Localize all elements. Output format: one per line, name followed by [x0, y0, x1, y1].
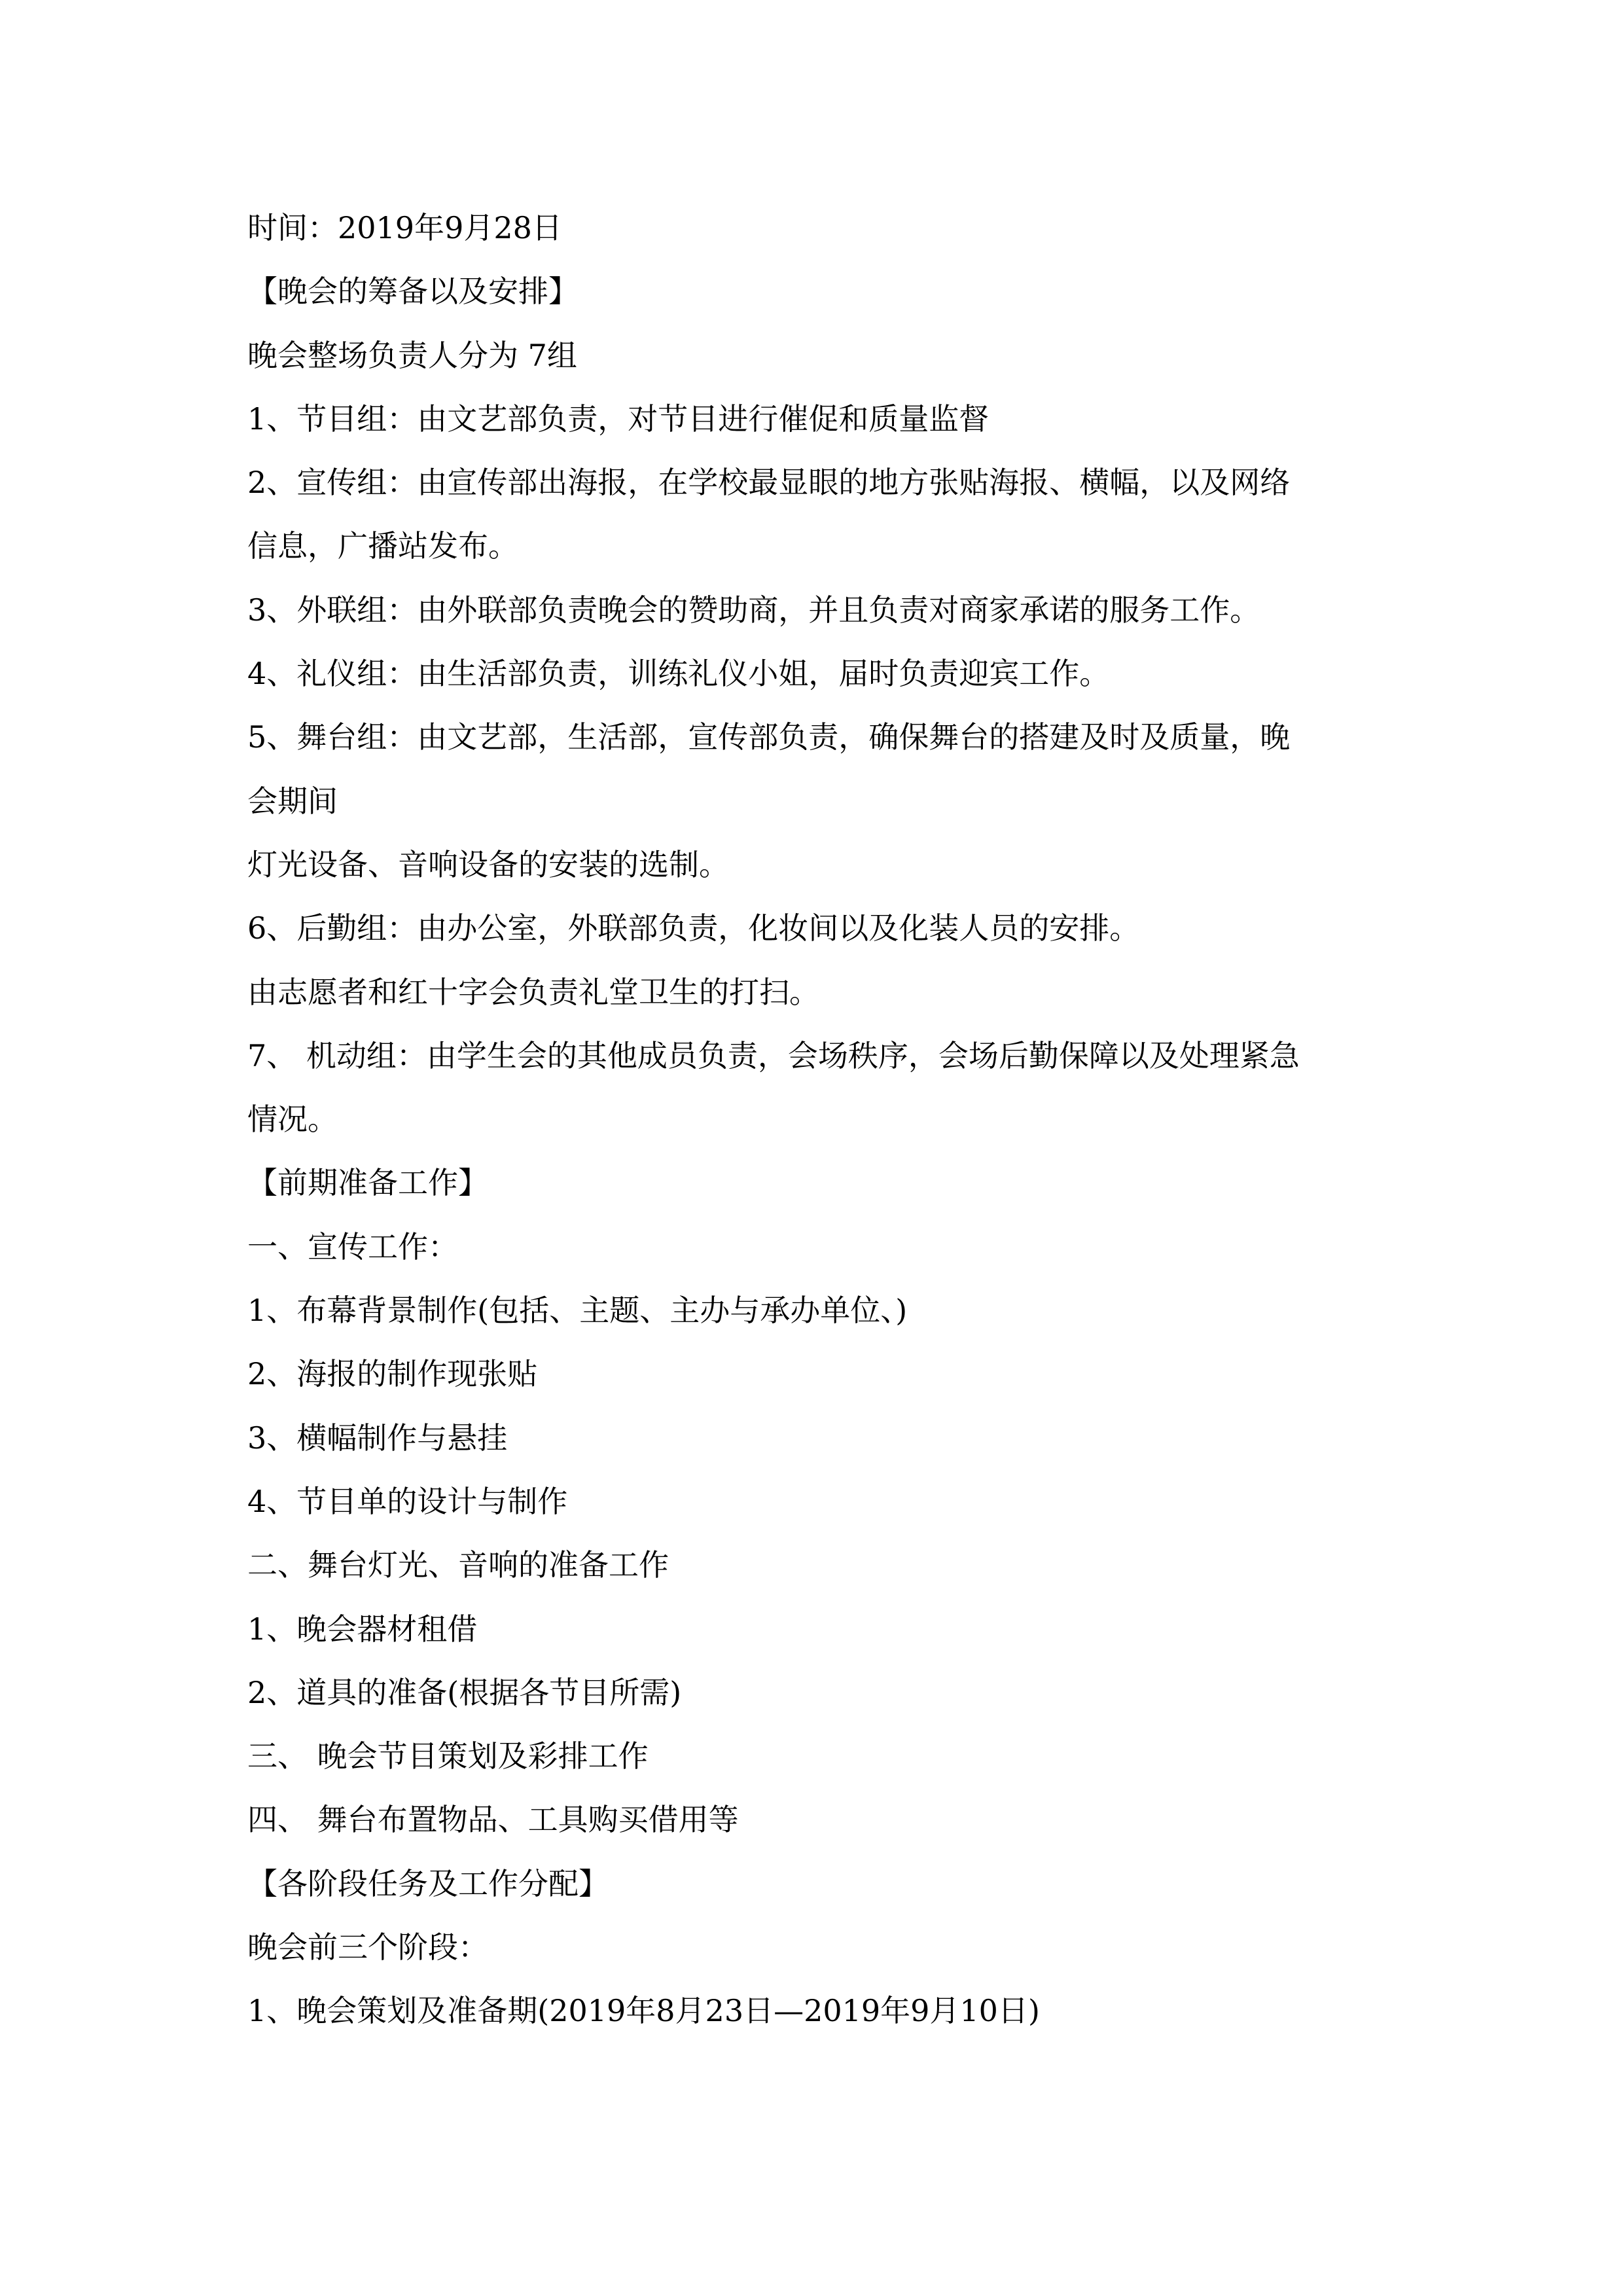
subheading-stage-items: 四、 舞台布置物品、工具购买借用等 — [247, 1802, 739, 1838]
section-heading-preparation: 【晚会的筹备以及安排】 — [247, 274, 579, 310]
list-item: 1、晚会器材租借 — [247, 1611, 478, 1647]
subheading-stage-lighting: 二、舞台灯光、音响的准备工作 — [247, 1547, 669, 1583]
list-item-logistics-group: 6、后勤组：由办公室，外联部负责，化妆间以及化装人员的安排。 — [247, 910, 1140, 946]
list-item-continuation: 情况。 — [247, 1102, 338, 1138]
list-item-liaison-group: 3、外联组：由外联部负责晚会的赞助商，并且负责对商家承诺的服务工作。 — [247, 592, 1260, 628]
text-line: 由志愿者和红十字会负责礼堂卫生的打扫。 — [247, 974, 819, 1010]
list-item: 4、节目单的设计与制作 — [247, 1483, 568, 1519]
list-item-stage-group: 5、舞台组：由文艺部，生活部，宣传部负责，确保舞台的搭建及时及质量，晚 — [247, 719, 1291, 755]
list-item: 3、横幅制作与悬挂 — [247, 1420, 508, 1456]
document-body — [247, 196, 1399, 2043]
list-item: 2、道具的准备(根据各节目所需) — [247, 1674, 682, 1710]
list-item-continuation: 会期间 — [247, 783, 338, 819]
subheading-publicity-work: 一、宣传工作： — [247, 1229, 458, 1265]
list-item-publicity-group: 2、宣传组：由宣传部出海报，在学校最显眼的地方张贴海报、横幅，以及网络 — [247, 465, 1291, 501]
subheading-program-planning: 三、 晚会节目策划及彩排工作 — [247, 1738, 649, 1774]
list-item-program-group: 1、节目组：由文艺部负责，对节目进行催促和质量监督 — [247, 401, 990, 437]
section-heading-stages: 【各阶段任务及工作分配】 — [247, 1865, 609, 1901]
list-item-continuation: 信息，广播站发布。 — [247, 528, 518, 564]
list-item: 2、海报的制作现张贴 — [247, 1356, 538, 1392]
list-item-etiquette-group: 4、礼仪组：由生活部负责，训练礼仪小姐，届时负责迎宾工作。 — [247, 656, 1110, 692]
text-line: 晚会前三个阶段： — [247, 1929, 488, 1965]
list-item: 1、晚会策划及准备期(2019年8月23日—2019年9月10日) — [247, 1993, 1040, 2029]
list-item-mobile-group: 7、 机动组：由学生会的其他成员负责，会场秩序，会场后勤保障以及处理紧急 — [247, 1037, 1300, 1073]
date-line: 时间：2019年9月28日 — [247, 210, 562, 245]
text-line: 晚会整场负责人分为 7组 — [247, 337, 577, 373]
list-item: 1、布幕背景制作(包括、主题、主办与承办单位、) — [247, 1293, 908, 1329]
section-heading-early-preparation: 【前期准备工作】 — [247, 1165, 488, 1201]
text-line: 灯光设备、音响设备的安装的选制。 — [247, 846, 729, 882]
